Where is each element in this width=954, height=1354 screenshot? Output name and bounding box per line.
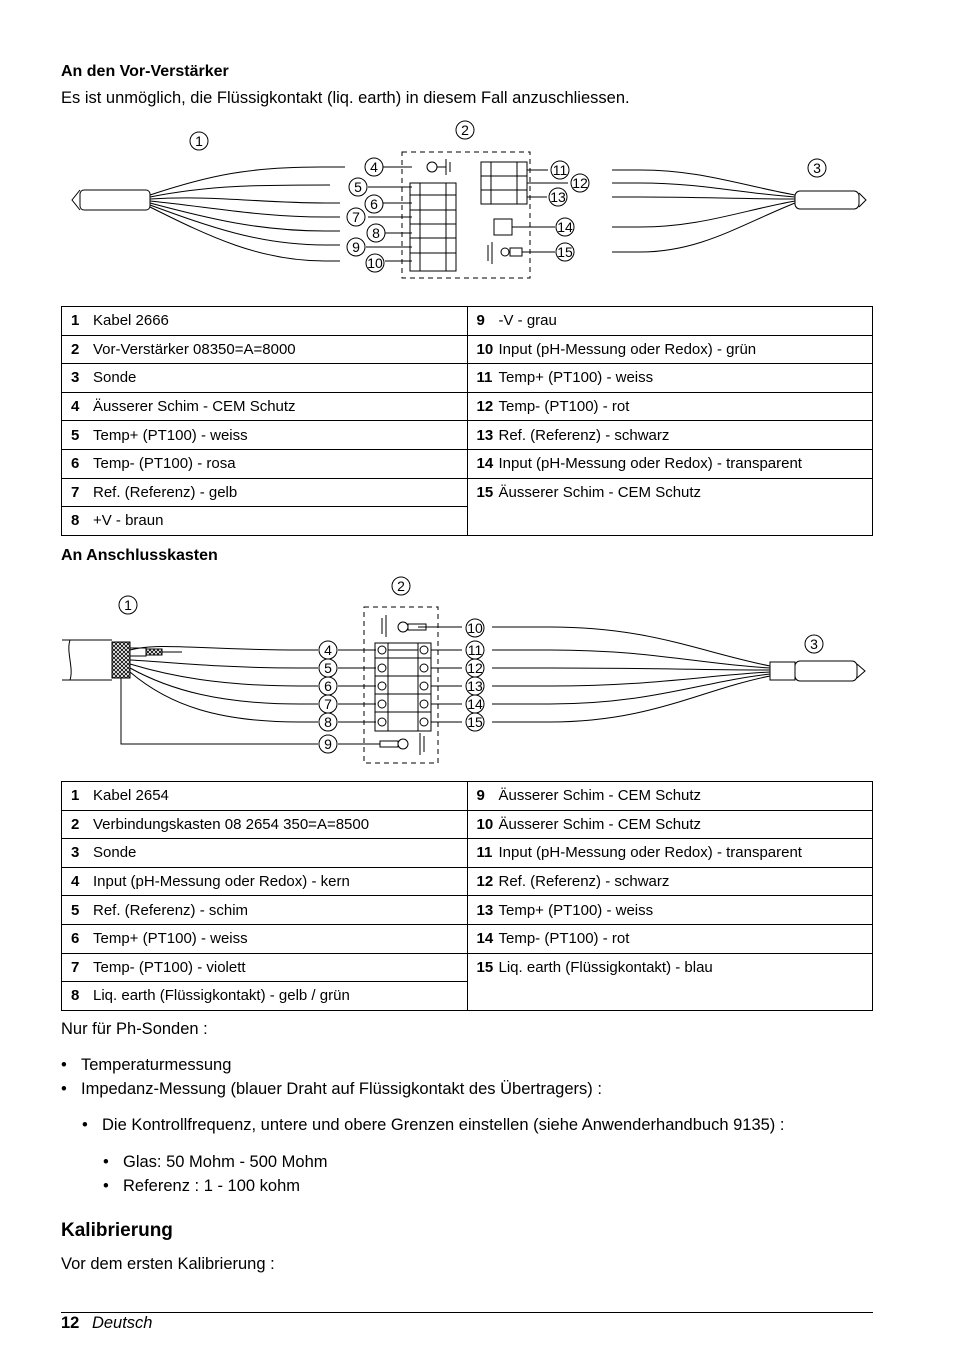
legend-cell: 6 Temp- (PT100) - rosa: [62, 449, 468, 478]
legend-cell: 2 Vor-Verstärker 08350=A=8000: [62, 335, 468, 364]
legend-cell: 13 Ref. (Referenz) - schwarz: [467, 421, 873, 450]
legend-cell: 14 Input (pH-Messung oder Redox) - transparent: [467, 449, 873, 478]
callout-8: 8: [324, 714, 332, 730]
diagram-pre-amplifier: [0, 115, 954, 285]
callout-1: 1: [195, 133, 203, 149]
calibration-heading: Kalibrierung: [61, 1220, 173, 1241]
footer-divider: [61, 1312, 873, 1313]
diagram-junction-box: [0, 572, 954, 772]
callout-7: 7: [352, 209, 360, 225]
calibration-text: Vor dem ersten Kalibrierung :: [61, 1255, 275, 1273]
legend-cell: 6 Temp+ (PT100) - weiss: [62, 924, 468, 953]
legend-cell: 3 Sonde: [62, 839, 468, 868]
legend-cell: 10 Input (pH-Messung oder Redox) - grün: [467, 335, 873, 364]
page-number: 12: [61, 1314, 80, 1332]
legend-cell: 5 Ref. (Referenz) - schim: [62, 896, 468, 925]
legend-cell: 1 Kabel 2666: [62, 307, 468, 336]
section1-heading: An den Vor-Verstärker: [61, 63, 229, 80]
callout-15: 15: [467, 714, 483, 730]
legend-cell: 4 Input (pH-Messung oder Redox) - kern: [62, 867, 468, 896]
section2-heading: An Anschlusskasten: [61, 547, 218, 564]
callout-2: 2: [461, 122, 469, 138]
legend-cell: 9 -V - grau: [467, 307, 873, 336]
legend-table-2: [61, 781, 873, 1011]
callout-12: 12: [467, 660, 483, 676]
callout-14: 14: [467, 696, 483, 712]
callout-6: 6: [370, 196, 378, 212]
callout-5: 5: [324, 660, 332, 676]
legend-cell: 13 Temp+ (PT100) - weiss: [467, 896, 873, 925]
legend-cell: 15 Äusserer Schim - CEM Schutz: [467, 478, 873, 535]
legend-cell: 14 Temp- (PT100) - rot: [467, 924, 873, 953]
legend-cell: 3 Sonde: [62, 364, 468, 393]
callout-14: 14: [557, 219, 573, 235]
legend-cell: 9 Äusserer Schim - CEM Schutz: [467, 782, 873, 811]
callout-4: 4: [370, 159, 378, 175]
callout-2: 2: [397, 578, 405, 594]
callout-11: 11: [467, 642, 483, 658]
legend-cell: 15 Liq. earth (Flüssigkontakt) - blau: [467, 953, 873, 1010]
legend-cell: 12 Ref. (Referenz) - schwarz: [467, 867, 873, 896]
callout-1: 1: [124, 597, 132, 613]
legend-cell: 1 Kabel 2654: [62, 782, 468, 811]
legend-cell: 7 Temp- (PT100) - violett: [62, 953, 468, 982]
footer: [61, 1314, 152, 1333]
notes-intro: Nur für Ph-Sonden :: [61, 1020, 208, 1038]
legend-cell: 5 Temp+ (PT100) - weiss: [62, 421, 468, 450]
callout-9: 9: [352, 239, 360, 255]
callout-12: 12: [572, 175, 588, 191]
legend-table-1: [61, 306, 873, 536]
legend-cell: 4 Äusserer Schim - CEM Schutz: [62, 392, 468, 421]
legend-cell: 12 Temp- (PT100) - rot: [467, 392, 873, 421]
section1-text: Es ist unmöglich, die Flüssigkontakt (liq. earth) in diesem Fall anzuschliessen.: [61, 89, 630, 107]
callout-3: 3: [813, 160, 821, 176]
legend-cell: 11 Temp+ (PT100) - weiss: [467, 364, 873, 393]
legend-cell: 10 Äusserer Schim - CEM Schutz: [467, 810, 873, 839]
callout-3: 3: [810, 636, 818, 652]
callout-13: 13: [550, 189, 566, 205]
callout-11: 11: [552, 162, 568, 178]
callout-8: 8: [372, 225, 380, 241]
callout-9: 9: [324, 736, 332, 752]
callout-10: 10: [467, 620, 483, 636]
legend-cell: 2 Verbindungskasten 08 2654 350=A=8500: [62, 810, 468, 839]
callout-4: 4: [324, 642, 332, 658]
footer-language: Deutsch: [91, 1314, 153, 1332]
legend-cell: 7 Ref. (Referenz) - gelb: [62, 478, 468, 507]
callout-7: 7: [324, 696, 332, 712]
callout-13: 13: [467, 678, 483, 694]
legend-cell: 8 +V - braun: [62, 507, 468, 536]
callout-10: 10: [367, 255, 383, 271]
callout-15: 15: [557, 244, 573, 260]
callout-6: 6: [324, 678, 332, 694]
legend-cell: 8 Liq. earth (Flüssigkontakt) - gelb / grün: [62, 982, 468, 1011]
legend-cell: 11 Input (pH-Messung oder Redox) - transparent: [467, 839, 873, 868]
callout-5: 5: [354, 179, 362, 195]
